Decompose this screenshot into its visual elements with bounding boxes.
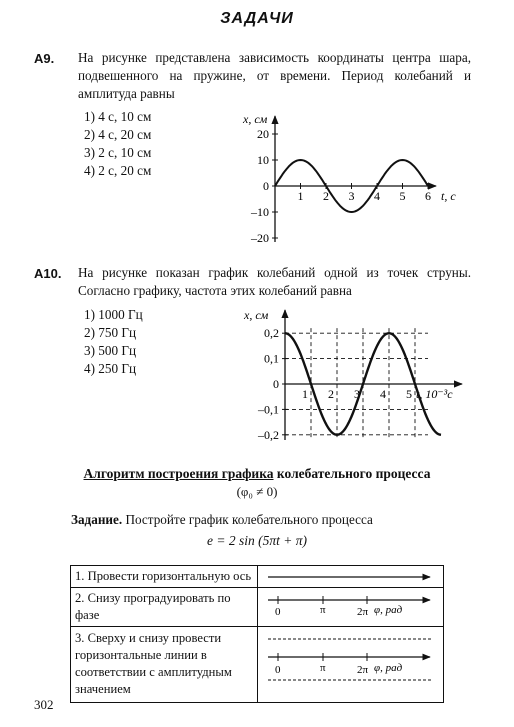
question-text-a9: На рисунке представлена зависимость координаты центра шара, подвешенного на пружине, от времени. Период колебаний и амплитуда равны <box>78 50 471 101</box>
algorithm-title-underlined: Алгоритм построения графика <box>83 466 274 481</box>
option-a9-4[interactable]: 4) 2 с, 20 см <box>84 163 152 178</box>
y-tick-label: 0,2 <box>264 326 279 341</box>
y-tick-label: –10 <box>251 205 269 219</box>
x-tick-label: 5 <box>399 189 406 203</box>
x-tick-label: 4 <box>374 189 380 203</box>
option-a9-3[interactable]: 3) 2 с, 10 см <box>84 145 152 160</box>
option-a10-4[interactable]: 4) 250 Гц <box>84 361 137 376</box>
algorithm-title-rest: колебательного процесса <box>273 466 431 481</box>
step-row-2 <box>71 588 444 627</box>
x-tick-label: 4 <box>380 387 386 401</box>
x-tick-label: 6 <box>425 189 431 203</box>
algorithm-title <box>0 466 514 482</box>
y-tick-label: 0 <box>263 179 269 193</box>
phase-tick-0: 0 <box>275 606 281 618</box>
x-tick-label: 3 <box>354 387 360 401</box>
phase-tick-0: 0 <box>275 664 281 676</box>
phase-tick-pi: π <box>320 604 326 616</box>
task-label: Задание. <box>71 512 123 527</box>
step-row-3 <box>71 627 444 703</box>
x-axis-label: t, 10⁻³с <box>416 387 453 401</box>
section-heading: ЗАДАЧИ <box>220 10 294 27</box>
step-1-text: 1. Провести горизонтальную ось <box>71 566 258 588</box>
option-a10-3[interactable]: 3) 500 Гц <box>84 343 137 358</box>
x-tick-label: 2 <box>323 189 329 203</box>
step-3-axis <box>258 627 448 687</box>
phase-tick-2pi: 2π <box>357 606 369 618</box>
x-tick-label: 2 <box>328 387 334 401</box>
y-axis-label: x, см <box>244 308 269 322</box>
step-1-axis <box>258 566 448 586</box>
option-a10-2[interactable]: 2) 750 Гц <box>84 325 137 340</box>
y-tick-label: 20 <box>257 127 269 141</box>
y-tick-label: 0,1 <box>264 351 279 366</box>
step-2-axis <box>258 588 448 620</box>
task-formula: e = 2 sin (5πt + π) <box>207 533 307 548</box>
phase-axis-label: φ, рад <box>374 662 403 674</box>
y-tick-label: –0,1 <box>258 402 279 417</box>
question-number-a9: A9. <box>34 51 55 66</box>
x-tick-label: 1 <box>302 387 308 401</box>
graph-a10 <box>240 307 472 447</box>
phase-axis-label: φ, рад <box>374 604 403 616</box>
y-tick-label: 0 <box>273 377 279 391</box>
step-2-text: 2. Снизу проградуировать по фазе <box>71 588 258 627</box>
option-a10-1[interactable]: 1) 1000 Гц <box>84 307 143 322</box>
option-a9-2[interactable]: 2) 4 с, 20 см <box>84 127 152 142</box>
step-1-figure <box>258 566 444 588</box>
y-tick-label: –20 <box>251 231 269 245</box>
x-tick-label: 5 <box>406 387 412 401</box>
algorithm-condition: (φ₀ ≠ 0) <box>236 484 278 499</box>
page-number: 302 <box>34 697 54 712</box>
graph-a9 <box>232 108 472 248</box>
x-tick-label: 1 <box>297 189 304 203</box>
y-tick-label: 10 <box>257 153 269 167</box>
algorithm-steps-table <box>70 565 444 703</box>
options-a10 <box>84 306 143 378</box>
step-3-figure <box>258 627 444 703</box>
step-3-text: 3. Сверху и снизу провести горизонтальные линии в соответствии с амплитудным значением <box>71 627 258 703</box>
x-axis-label: t, с <box>441 189 456 203</box>
y-tick-label: –0,2 <box>258 427 279 442</box>
options-a9 <box>84 108 151 180</box>
x-tick-label: 3 <box>348 189 355 203</box>
question-text-a10: На рисунке показан график колебаний одной из точек струны. Согласно графику, частота этих колебаний равна <box>78 265 471 298</box>
question-number-a10: A10. <box>34 266 62 281</box>
step-2-figure <box>258 588 444 627</box>
step-row-1 <box>71 566 444 588</box>
task-text: Постройте график колебательного процесса <box>122 512 373 527</box>
option-a9-1[interactable]: 1) 4 с, 10 см <box>84 109 152 124</box>
phase-tick-2pi: 2π <box>357 664 369 676</box>
task-line <box>71 512 373 528</box>
phase-tick-pi: π <box>320 662 326 674</box>
y-axis-label: x, см <box>243 112 268 126</box>
